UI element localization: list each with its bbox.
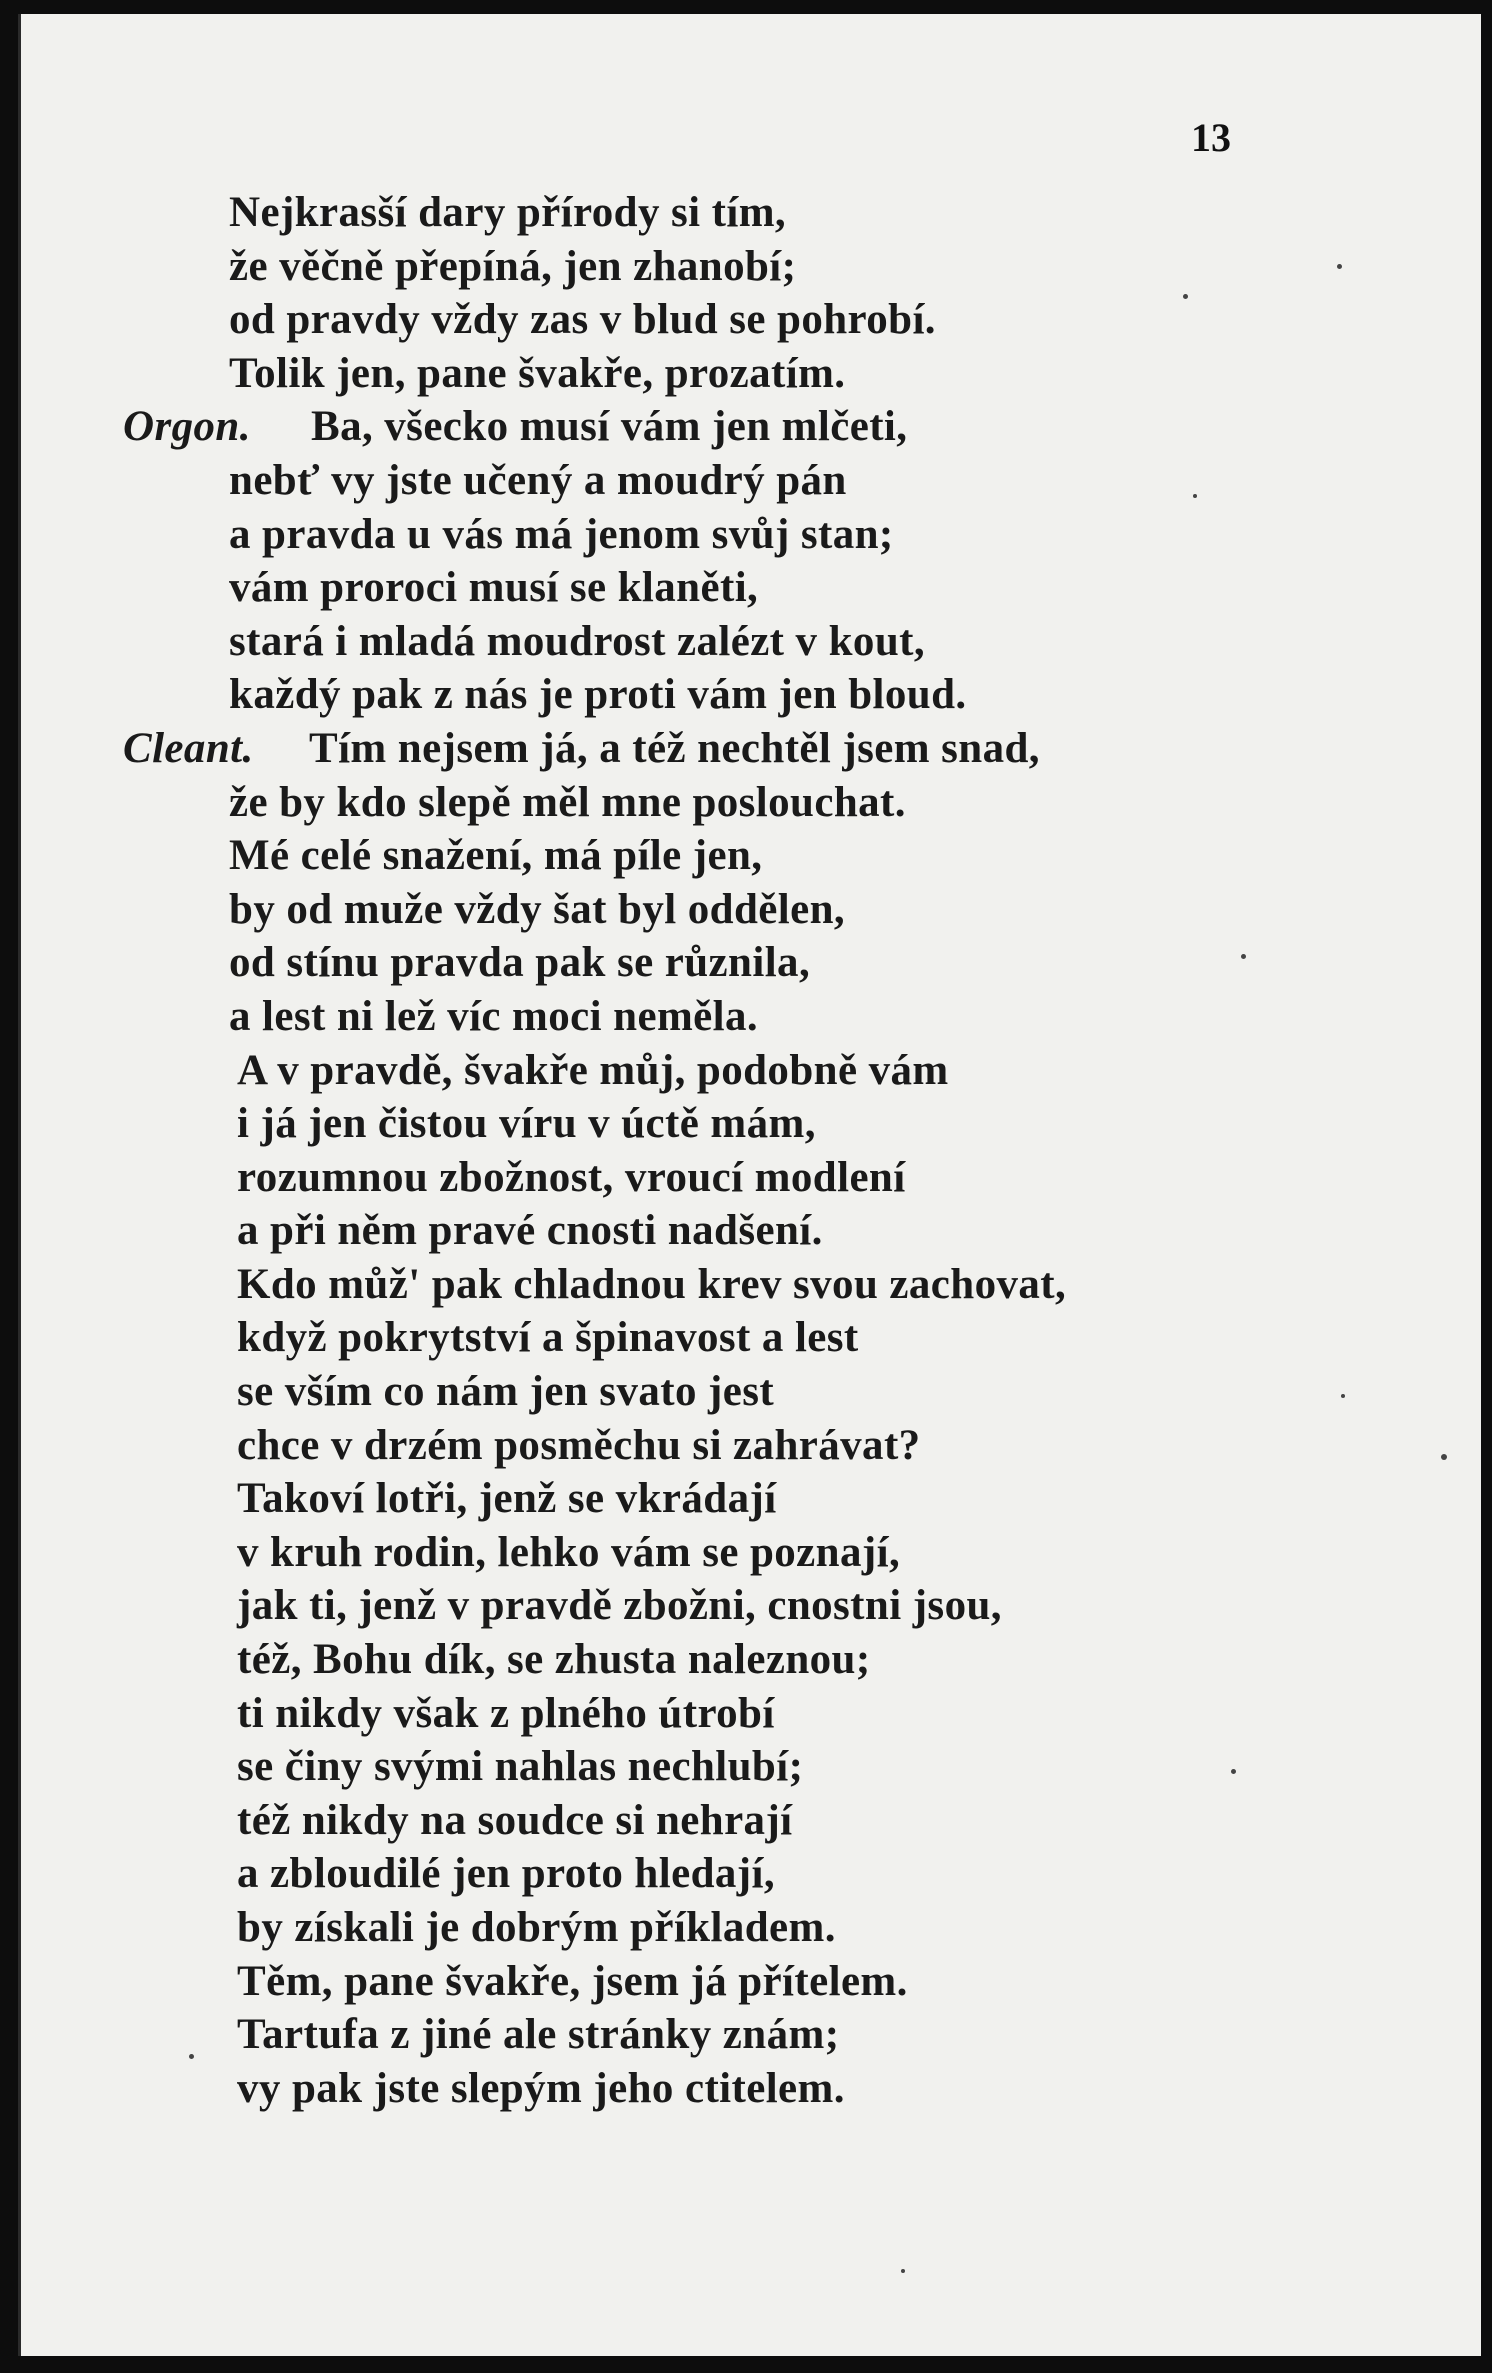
verse-line [21,1472,1481,1526]
verse-line-text: i já jen čistou víru v úctě mám, [237,1100,816,1148]
verse-line [21,1579,1481,1633]
speaker-name: Orgon. [123,403,251,451]
verse-line-text: se činy svými nahlas nechlubí; [237,1743,804,1791]
verse-line [21,561,1481,615]
verse-line-text: stará i mladá moudrost zalézt v kout, [229,617,925,665]
verse-line [21,2062,1481,2116]
verse-line [21,1633,1481,1687]
verse-line-text: Takoví lotři, jenž se vkrádají [237,1475,777,1523]
verse-line [21,240,1481,294]
verse-line-text: když pokrytství a špinavost a lest [237,1314,859,1362]
verse-line-text: Těm, pane švakře, jsem já přítelem. [237,1957,908,2005]
verse-line-text: a při něm pravé cnosti nadšení. [237,1207,823,1255]
verse-line-text: a pravda u vás má jenom svůj stan; [229,510,894,558]
verse-line-text: ti nikdy však z plného útrobí [237,1689,775,1737]
verse-line [21,1794,1481,1848]
verse-line-text: a zbloudilé jen proto hledají, [237,1850,775,1898]
verse-line-text: by získali je dobrým příkladem. [237,1904,836,1951]
verse-line [21,936,1481,990]
verse-line-text: se vším co nám jen svato jest [237,1368,775,1416]
verse-line [21,1311,1481,1365]
verse-line [21,829,1481,883]
verse-line [21,400,1481,454]
verse-line [21,1204,1481,1258]
verse-line [21,1258,1481,1312]
verse-line [21,1365,1481,1419]
page-number: 13 [1191,115,1231,160]
verse-line [21,1097,1481,1151]
verse-line [21,668,1481,722]
speaker-name: Cleant. [123,724,254,772]
verse-line [21,615,1481,669]
verse-line [21,1151,1481,1205]
verse-line-text: chce v drzém posměchu si zahrávat? [237,1421,921,1469]
verse-line-text: A v pravdě, švakře můj, podobně vám [237,1046,949,1094]
verse-line [21,186,1481,240]
verse-line [21,1044,1481,1098]
verse-line-text: každý pak z nás je proti vám jen bloud. [229,671,967,719]
verse-line [21,1419,1481,1473]
verse-line [21,293,1481,347]
verse-line [21,776,1481,830]
verse-line-text: Mé celé snažení, má píle jen, [229,832,763,880]
verse-line [21,990,1481,1044]
verse-line [21,1526,1481,1580]
verse-line [21,1740,1481,1794]
verse-line-text: Nejkrasší dary přírody si tím, [229,189,787,236]
verse-line-text: že věčně přepíná, jen zhanobí; [229,242,797,290]
verse-line-text: a lest ni lež víc moci neměla. [229,992,759,1040]
verse-line-text: od stínu pravda pak se různila, [229,939,811,987]
verse-line-text: že by kdo slepě měl mne poslouchat. [229,778,906,826]
verse-line [21,508,1481,562]
verse-line-text: jak ti, jenž v pravdě zbožni, cnostni jsou, [237,1582,1002,1630]
verse-line [21,347,1481,401]
verse-line [21,1955,1481,2009]
verse-text [21,186,1481,2115]
verse-line [21,883,1481,937]
verse-line-text: by od muže vždy šat byl oddělen, [229,885,846,933]
verse-line-text: rozumnou zbožnost, vroucí modlení [237,1153,906,1201]
verse-line [21,454,1481,508]
verse-line-text: v kruh rodin, lehko vám se poznají, [237,1528,901,1576]
verse-line-text: od pravdy vždy zas v blud se pohrobí. [229,296,936,344]
verse-line [21,722,1481,776]
verse-line-text: vy pak jste slepým jeho ctitelem. [237,2064,845,2112]
verse-line-text: Tím nejsem já, a též nechtěl jsem snad, [309,724,1040,772]
verse-line [21,2008,1481,2062]
verse-line [21,1687,1481,1741]
verse-line-text: nebť vy jste učený a moudrý pán [229,456,847,504]
verse-line-text: Tolik jen, pane švakře, prozatím. [229,349,846,397]
book-page [18,14,1481,2356]
verse-line-text: též, Bohu dík, se zhusta naleznou; [237,1636,871,1684]
verse-line-text: Kdo můž' pak chladnou krev svou zachovat, [237,1260,1067,1308]
verse-line-text: Ba, všecko musí vám jen mlčeti, [311,403,908,451]
verse-line-text: vám proroci musí se klaněti, [229,564,759,612]
verse-line-text: Tartufa z jiné ale stránky znám; [237,2011,840,2059]
verse-line [21,1847,1481,1901]
verse-line-text: též nikdy na soudce si nehrají [237,1796,793,1844]
verse-line [21,1901,1481,1955]
